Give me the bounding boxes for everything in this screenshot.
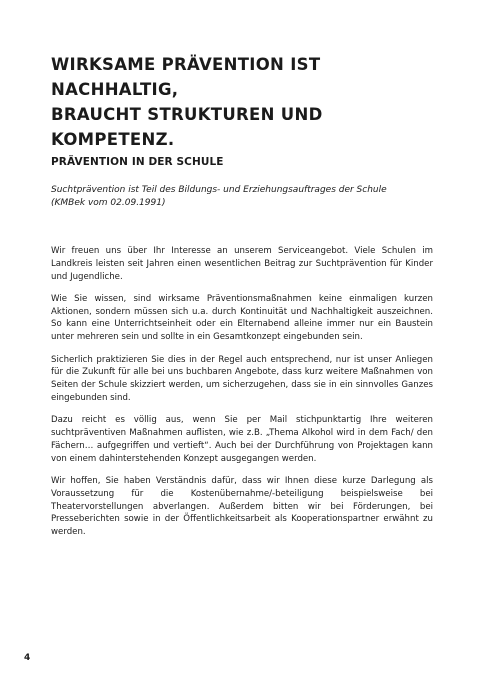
title-line-2: BRAUCHT STRUKTUREN UND KOMPETENZ.	[51, 105, 323, 149]
body-text	[51, 245, 433, 548]
paragraph-3: Sicherlich praktizieren Sie dies in der Regel auch entsprechend, nur ist unser Anliegen für die Zukunft für alle bei uns buchbaren Angebote, dass kurz weitere Maßnahmen von Seiten der Schule skizziert werden, um sicherzugehen, dass sie in ein sinnvolles Ganzes eingebunden sind.	[51, 354, 433, 403]
paragraph-5: Wir hoffen, Sie haben Verständnis dafür, dass wir Ihnen diese kurze Darlegung als Voraussetzung für die Kostenübernahme/-beteiligung beispielsweise bei Theatervorstellungen abverlangen. Außerdem bitten wir bei Förderungen, bei Presseberichten sowie in der Öffentlichkeitsarbeit als Kooperationspartner erwähnt zu werden.	[51, 475, 433, 538]
title-line-1: WIRKSAME PRÄVENTION IST NACHHALTIG,	[51, 55, 321, 99]
lead-line-1: Suchtprävention ist Teil des Bildungs- und Erziehungsauftrages der Schule	[51, 185, 387, 195]
lead-line-2: (KMBek vom 02.09.1991)	[51, 197, 166, 208]
paragraph-4: Dazu reicht es völlig aus, wenn Sie per Mail stichpunktartig Ihre weiteren suchtpräventiven Maßnahmen auflisten, wie z.B. „Thema Alkohol wird in dem Fach/ den Fächern… aufgegriffen und vertieft“. Auch bei der Durchführung von Projektagen kann von einem dahinterstehenden Konzept ausgegangen werden.	[51, 415, 433, 464]
page-title	[51, 52, 451, 152]
section-title: PRÄVENTION IN DER SCHULE	[51, 156, 224, 168]
paragraph-1: Wir freuen uns über Ihr Interesse an unserem Serviceangebot. Viele Schulen im Landkreis leisten seit Jahren einen wesentlichen Beitrag zur Suchtprävention für Kinder und Jugendliche.	[51, 246, 433, 282]
page-number: 4	[24, 653, 31, 663]
section-lead	[51, 184, 431, 209]
paragraph-2: Wie Sie wissen, sind wirksame Präventionsmaßnahmen keine einmaligen kurzen Aktionen, sondern müssen sich u.a. durch Kontinuität und Nachhaltigkeit auszeichnen. So kann eine Unterrichtseinheit oder ein Elternabend alleine immer nur ein Baustein unter mehreren sein und sollte in ein Gesamtkonzept eingebunden sein.	[51, 293, 433, 343]
